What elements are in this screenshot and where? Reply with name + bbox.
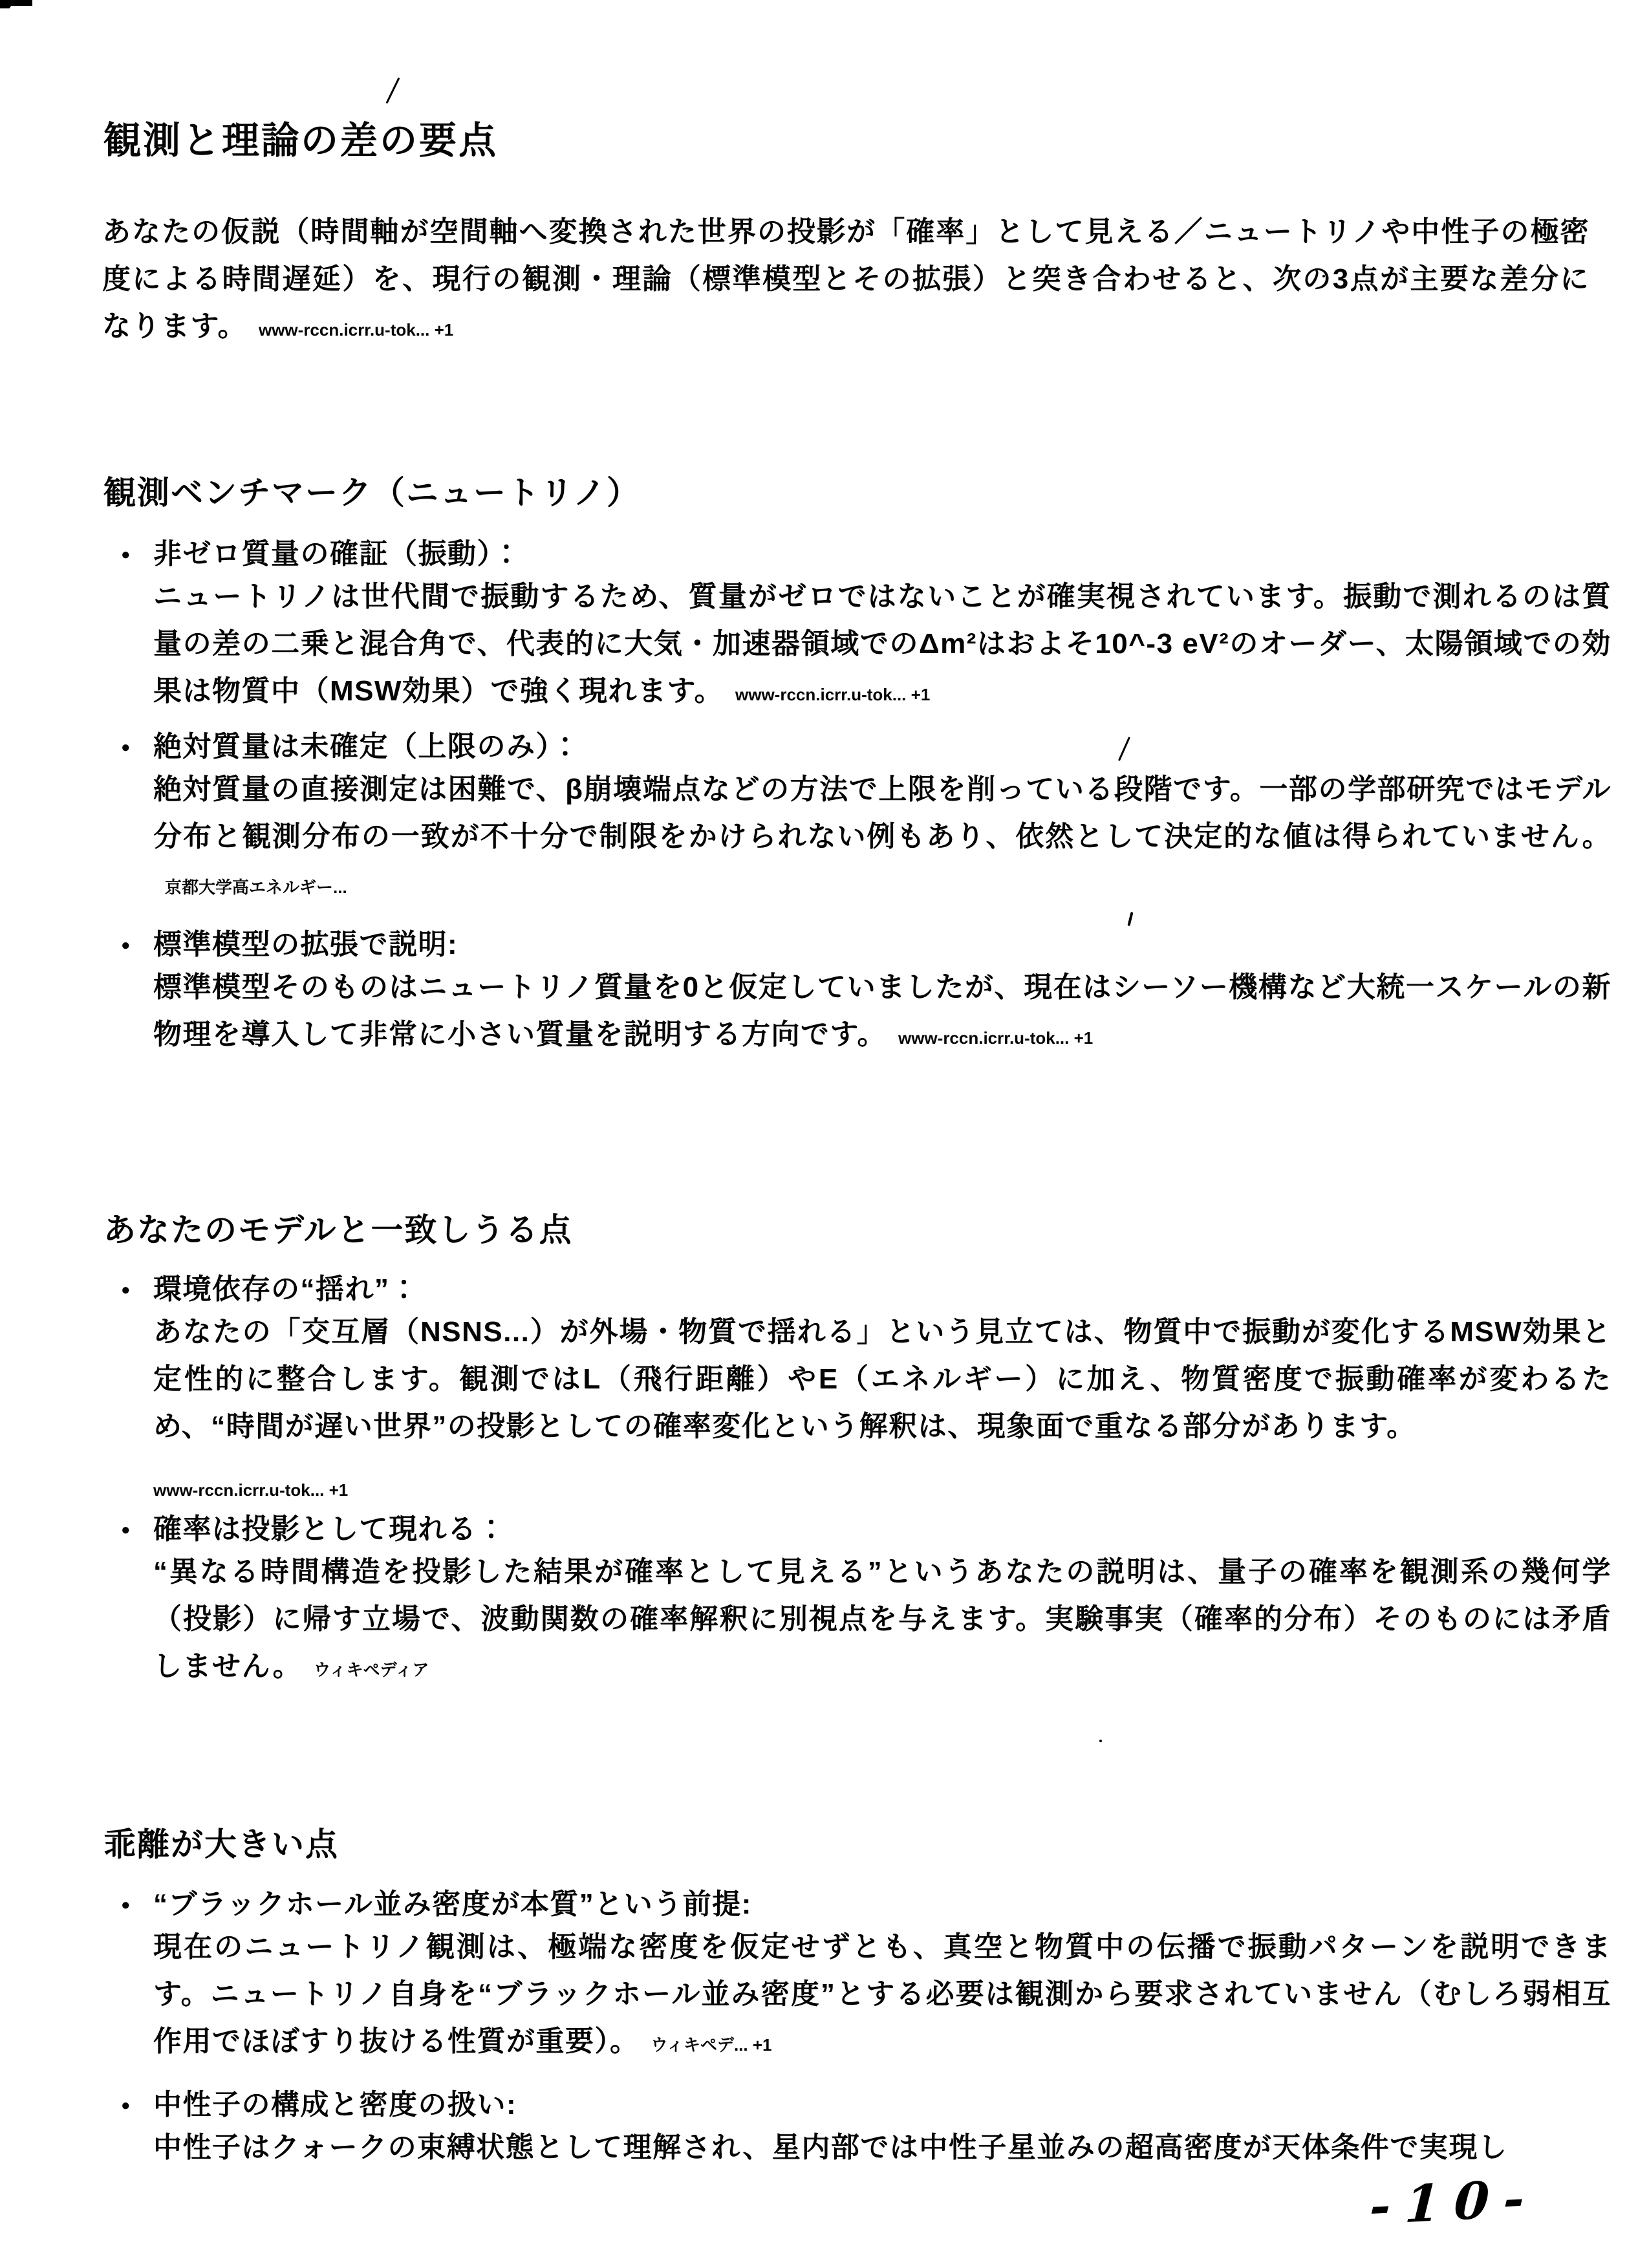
citation-chip: 京都大学高エネルギー... [165, 878, 347, 897]
citation-chip: www-rccn.icrr.u-tok... +1 [258, 320, 454, 340]
bullet-text: 標準模型そのものはニュートリノ質量を0と仮定していましたが、現在はシーソー機構など大統一スケールの新物理を導入して非常に小さい質量を説明する方向です。 [153, 971, 1611, 1050]
citation-chip: ウィキペディア [314, 1660, 429, 1679]
citation-chip: www-rccn.icrr.u-tok... +1 [735, 685, 931, 704]
bullet-blackhole-density-premise [120, 1886, 1611, 2069]
bullet-heading: ● 中性子の構成と密度の扱い: [153, 2089, 517, 2121]
citation-chip: www-rccn.icrr.u-tok... +1 [153, 1480, 349, 1500]
bullet-text: 現在のニュートリノ観測は、極端な密度を仮定せずとも、真空と物質中の伝播で振動パターンを説明できます。ニュートリノ自身を“ブラックホール並み密度”とする必要は観測から要求されていません（むしろ弱相互作用でほぼすり抜ける性質が重要）。 [153, 1931, 1611, 2057]
bullet-nonzero-mass [120, 535, 1611, 718]
bullet-absolute-mass [120, 728, 1611, 911]
bullet-body [153, 1548, 1611, 1694]
bullet-body [153, 964, 1611, 1062]
bullet-body [153, 2124, 1611, 2171]
bullet-body [153, 573, 1611, 718]
bullet-heading: ● 環境依存の“揺れ”： [153, 1273, 419, 1305]
bullet-body [153, 766, 1611, 911]
bullet-heading: ● 非ゼロ質量の確証（振動）： [153, 538, 522, 570]
stray-pen-mark [1127, 912, 1133, 926]
bullet-heading: ● 標準模型の拡張で説明: [153, 929, 458, 960]
bullet-text: ニュートリノは世代間で振動するため、質量がゼロではないことが確実視されています。振動で測れるのは質量の差の二乗と混合角で、代表的に大気・加速器領域でのΔm²はおよそ10^-3 eV²のオーダー、太陽領域での効果は物質中（MSW効果）で強く現れます。 [153, 581, 1611, 707]
section-title-benchmarks: 観測ベンチマーク（ニュートリノ） [103, 474, 640, 511]
scan-corner-artifact-tail [0, 5, 12, 8]
stray-pen-mark [386, 78, 400, 104]
bullet-neutron-composition [120, 2086, 1611, 2171]
citation-chip: ウィキペデ... +1 [651, 2035, 772, 2055]
bullet-text: 中性子はクォークの束縛状態として理解され、星内部では中性子星並みの超高密度が天体条件で実現し [153, 2132, 1508, 2163]
bullet-heading: ● “ブラックホール並み密度が本質”という前提: [153, 1888, 752, 1920]
section-title-agreements: あなたのモデルと一致しうる点 [103, 1211, 573, 1248]
section-title-divergences: 乖離が大きい点 [103, 1826, 339, 1863]
citation-chip: www-rccn.icrr.u-tok... +1 [898, 1028, 1094, 1048]
scan-speck [1099, 1740, 1102, 1742]
bullet-probability-projection [120, 1511, 1611, 1694]
bullet-text: “異なる時間構造を投影した結果が確率として見える”というあなたの説明は、量子の確率を観測系の幾何学（投影）に帰す立場で、波動関数の確率解釈に別視点を与えます。実験事実（確率的分布）そのものには矛盾しません。 [153, 1556, 1611, 1682]
bullet-text: あなたの「交互層（NSNS...）が外場・物質で揺れる」という見立ては、物質中で振動が変化するMSW効果と定性的に整合します。観測ではL（飛行距離）やE（エネルギー）に加え、物質密度で振動確率が変わるため、“時間が遅い世界”の投影としての確率変化という解釈は、現象面で重なる部分があります。 [153, 1316, 1611, 1442]
bullet-heading: ● 絶対質量は未確定（上限のみ）： [153, 731, 581, 762]
bullet-text: 絶対質量の直接測定は困難で、β崩壊端点などの方法で上限を削っている段階です。一部の学部研究ではモデル分布と観測分布の一致が不十分で制限をかけられない例もあり、依然として決定的な値は得られていません。 [153, 773, 1611, 852]
section-title-differences: 観測と理論の差の要点 [103, 119, 499, 162]
intro-text: あなたの仮説（時間軸が空間軸へ変換された世界の投影が「確率」として見える／ニュートリノや中性子の極密度による時間遅延）を、現行の観測・理論（標準模型とその拡張）と突き合わせると、次の3点が主要な差分になります。 [102, 216, 1590, 342]
bullet-body [153, 1923, 1611, 2069]
bullet-body [153, 1308, 1611, 1514]
handwritten-page-number: -10- [1368, 2168, 1540, 2237]
bullet-environment-dependence [120, 1271, 1611, 1514]
bullet-standard-model-extension [120, 926, 1611, 1062]
bullet-heading: ● 確率は投影として現れる： [153, 1513, 506, 1545]
intro-paragraph [102, 208, 1590, 354]
